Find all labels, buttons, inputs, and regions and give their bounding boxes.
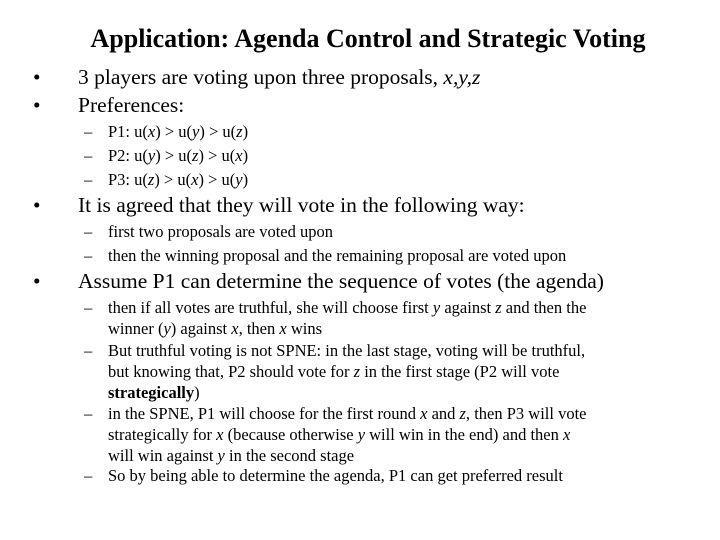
slide-title: Application: Agenda Control and Strategic Voting bbox=[90, 24, 646, 53]
agenda-point-spne-line-3: strategically) bbox=[108, 383, 200, 402]
bullet-voting-procedure-text: It is agreed that they will vote in the following way: bbox=[78, 193, 525, 217]
pref-p3-text: P3: u(z) > u(x) > u(y) bbox=[108, 170, 249, 189]
bullet-marker: • bbox=[33, 65, 41, 89]
agenda-point-conclusion-text: So by being able to determine the agenda, P1 can get preferred result bbox=[108, 466, 563, 485]
bullet-agenda-text: Assume P1 can determine the sequence of votes (the agenda) bbox=[78, 269, 604, 293]
bullet-marker: • bbox=[33, 93, 41, 117]
dash-marker: – bbox=[84, 341, 93, 360]
agenda-point-spne-choice-line-3: will win against y in the second stage bbox=[108, 446, 355, 465]
pref-p1-text: P1: u(x) > u(y) > u(z) bbox=[108, 122, 249, 141]
dash-marker: – bbox=[84, 170, 93, 189]
bullet-marker: • bbox=[33, 269, 41, 293]
agenda-point-truthful-line-2: winner (y) against x, then x wins bbox=[108, 319, 323, 338]
agenda-point-spne-line-1: But truthful voting is not SPNE: in the last stage, voting will be truthful, bbox=[108, 341, 586, 360]
agenda-point-spne-choice-line-2: strategically for x (because otherwise y will win in the end) and then x bbox=[108, 425, 571, 444]
agenda-point-truthful-line-1: then if all votes are truthful, she will choose first y against z and then the bbox=[108, 298, 587, 317]
agenda-point-spne-choice-line-1: in the SPNE, P1 will choose for the first round x and z, then P3 will vote bbox=[108, 404, 587, 423]
pref-p2-text: P2: u(y) > u(z) > u(x) bbox=[108, 146, 249, 165]
dash-marker: – bbox=[84, 404, 93, 423]
dash-marker: – bbox=[84, 146, 93, 165]
agenda-point-spne-line-2: but knowing that, P2 should vote for z in the first stage (P2 will vote bbox=[108, 362, 560, 381]
bullet-players-text: 3 players are voting upon three proposals, x,y,z bbox=[78, 65, 481, 89]
dash-marker: – bbox=[84, 246, 93, 265]
dash-marker: – bbox=[84, 466, 93, 485]
bullet-preferences-text: Preferences: bbox=[78, 93, 185, 117]
dash-marker: – bbox=[84, 222, 93, 241]
dash-marker: – bbox=[84, 122, 93, 141]
procedure-step-1-text: first two proposals are voted upon bbox=[108, 222, 333, 241]
dash-marker: – bbox=[84, 298, 93, 317]
bullet-marker: • bbox=[33, 193, 41, 217]
procedure-step-2-text: then the winning proposal and the remaining proposal are voted upon bbox=[108, 246, 567, 265]
